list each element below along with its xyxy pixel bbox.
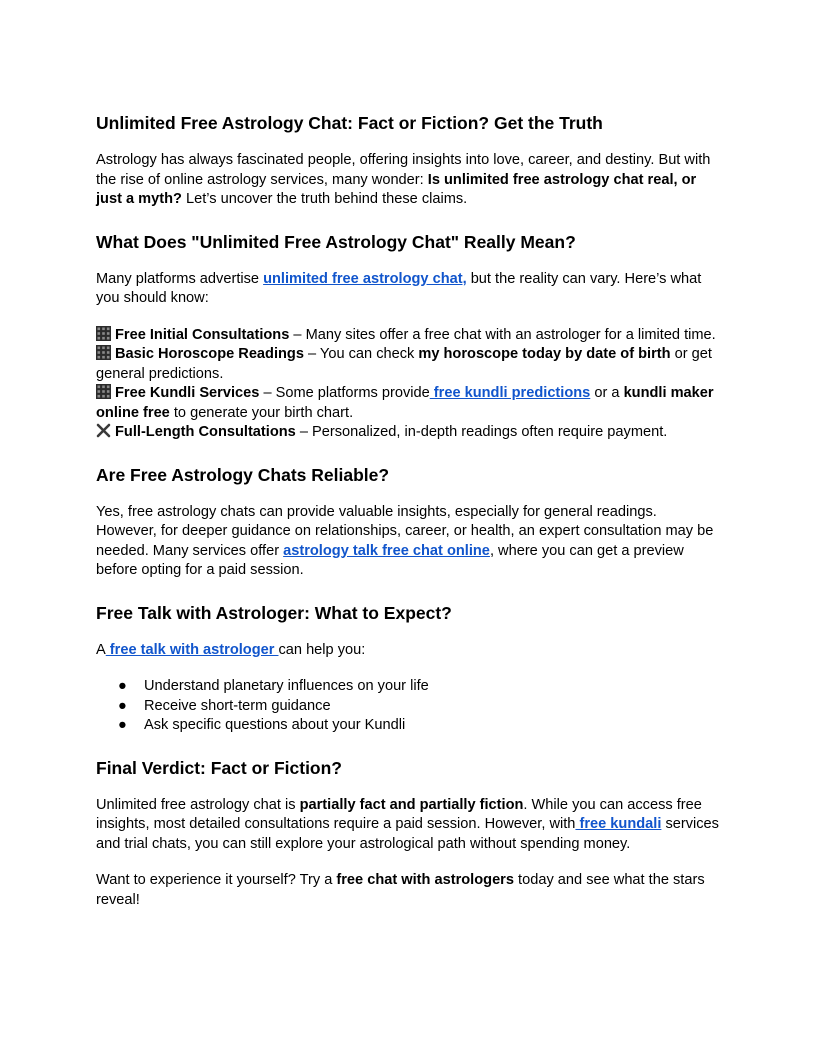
link-free-kundali[interactable]: free kundali [575,816,662,832]
reliable-text-1: Yes, free astrology chats can provide valuable insights, especially for general readings. However, for deeper guidance on relationships, career, or health, an expert consultation may be needed. Many services offer [96,503,714,559]
list-item [114,677,720,697]
feature-bold-inline: my horoscope today by date of birth [418,346,671,362]
grid-icon [96,384,111,399]
feature-bold: Full-Length Consultations [115,424,296,440]
grid-icon [96,345,111,360]
verdict-text-2: . While you can access free insights, most detailed consultations require a paid session. However, with [96,796,702,832]
section-heading-verdict: Final Verdict: Fact or Fiction? [96,757,342,778]
feature-item [96,345,720,384]
list-item-text: Ask specific questions about your Kundli [144,717,406,733]
verdict-text-1: Unlimited free astrology chat is [96,796,300,813]
list-item [114,716,720,736]
verdict-paragraph [96,796,720,855]
intro-text-2: Let’s uncover the truth behind these claims. [181,191,468,207]
feature-text: or a [590,385,624,401]
verdict-text-3: services and trial chats, you can still explore your astrological path without spending money. [96,816,719,852]
list-item-text: Understand planetary influences on your life [144,678,429,694]
feature-text: – Many sites offer a free chat with an astrologer for a limited time. [289,326,716,343]
bullet-dot: ● [118,717,127,733]
expect-bullet-list [96,677,720,736]
list-item [114,697,720,717]
intro-paragraph [96,151,720,210]
page-title: Unlimited Free Astrology Chat: Fact or Fiction? Get the Truth [96,113,603,133]
verdict-bold: partially fact and partially fiction [299,796,524,813]
list-item-text: Receive short-term guidance [144,697,331,714]
grid-icon [96,326,111,341]
reliable-paragraph [96,503,720,581]
feature-list [96,326,720,443]
link-unlimited-free-astrology-chat[interactable]: unlimited free astrology chat, [263,270,467,287]
expect-text-2: can help you: [278,641,366,658]
feature-item [96,384,720,423]
meaning-text-2: but the reality can vary. Here’s what you should know: [96,270,702,306]
section-heading-expect: Free Talk with Astrologer: What to Expect? [96,602,452,623]
link-astrology-talk-free-chat-online[interactable]: astrology talk free chat online [283,542,490,559]
intro-bold-question: Is unlimited free astrology chat real, or just a myth? [96,171,697,207]
expect-text-1: A [96,641,106,658]
expect-paragraph [96,641,720,661]
feature-bold: Free Initial Consultations [115,326,290,343]
feature-item [96,326,720,346]
bullet-dot: ● [118,678,127,694]
bullet-dot: ● [118,697,127,714]
meaning-text-1: Many platforms advertise [96,270,264,287]
feature-bold: Basic Horoscope Readings [115,346,304,362]
feature-bold: Free Kundli Services [115,385,260,401]
feature-text: – Some platforms provide [259,385,430,401]
link-free-kundli-predictions[interactable]: free kundli predictions [429,385,591,401]
intro-text-1: Astrology has always fascinated people, offering insights into love, career, and destiny. But with the rise of online astrology services, many wonder: [96,152,711,188]
feature-text: – Personalized, in-depth readings often require payment. [295,424,668,440]
feature-text: – You can check [303,346,419,362]
feature-text: to generate your birth chart. [169,404,354,421]
feature-bold-inline: kundli maker online free [96,385,714,421]
meaning-paragraph [96,270,720,309]
section-heading-meaning: What Does "Unlimited Free Astrology Chat" Really Mean? [96,231,576,252]
closing-text-1: Want to experience it yourself? Try a [96,872,337,888]
closing-paragraph [96,871,720,910]
link-free-talk-with-astrologer[interactable]: free talk with astrologer [105,641,279,658]
feature-item [96,423,720,443]
document-page [96,112,720,910]
feature-text: or get general predictions. [96,346,712,382]
section-heading-reliable: Are Free Astrology Chats Reliable? [96,464,390,485]
reliable-text-2: , where you can get a preview before opting for a paid session. [96,542,684,578]
closing-text-2: today and see what the stars reveal! [96,872,705,908]
cross-icon [96,423,111,438]
closing-bold: free chat with astrologers [336,872,514,888]
